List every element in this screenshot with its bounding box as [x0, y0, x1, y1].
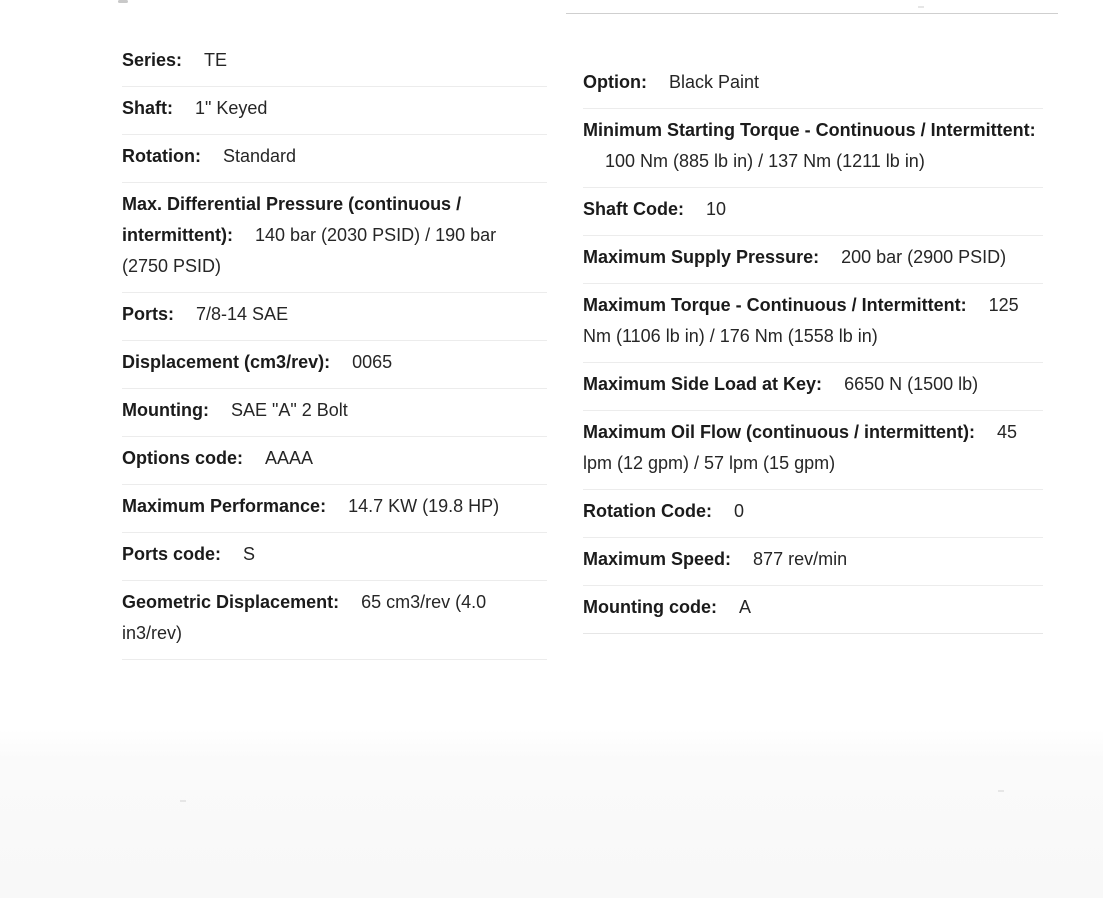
spec-column-left [122, 45, 547, 666]
spec-label: Option: [583, 72, 647, 92]
spec-row [122, 141, 547, 183]
spec-row [122, 189, 547, 293]
spec-label: Options code: [122, 448, 243, 468]
scan-speck [998, 790, 1004, 792]
spec-row [583, 115, 1043, 188]
spec-label: Mounting code: [583, 597, 717, 617]
scan-speck [918, 6, 924, 8]
scan-speck [180, 800, 186, 802]
spec-value: Standard [222, 146, 297, 166]
spec-label: Maximum Oil Flow (continuous / intermittent): [583, 422, 975, 442]
spec-label: Maximum Speed: [583, 549, 732, 569]
spec-value: TE [204, 50, 228, 70]
spec-value: 65 cm3/rev (4.0 in3/rev) [122, 592, 487, 643]
spec-row [583, 417, 1043, 490]
spec-row [583, 242, 1043, 284]
spec-row [583, 544, 1043, 586]
spec-row [583, 290, 1043, 363]
spec-row [122, 299, 547, 341]
spec-value: 14.7 KW (19.8 HP) [348, 496, 500, 516]
spec-label: Rotation Code: [583, 501, 712, 521]
spec-value: 0 [733, 501, 744, 521]
spec-value: 6650 N (1500 lb) [844, 374, 979, 394]
spec-row [122, 347, 547, 389]
spec-value: 140 bar (2030 PSID) / 190 bar (2750 PSID) [122, 225, 497, 276]
spec-row [583, 369, 1043, 411]
spec-row [583, 496, 1043, 538]
spec-value: 877 rev/min [753, 549, 848, 569]
spec-label: Minimum Starting Torque - Continuous / Intermittent: [583, 120, 1036, 140]
spec-label: Shaft: [122, 98, 173, 118]
spec-value: 100 Nm (885 lb in) / 137 Nm (1211 lb in) [605, 151, 925, 171]
spec-label: Shaft Code: [583, 199, 684, 219]
spec-value: A [738, 597, 751, 617]
spec-row [122, 395, 547, 437]
spec-label: Ports: [122, 304, 175, 324]
spec-label: Ports code: [122, 544, 222, 564]
spec-label: Series: [122, 50, 183, 70]
scan-mark [118, 0, 128, 3]
spec-value: 7/8-14 SAE [196, 304, 289, 324]
spec-row [122, 443, 547, 485]
spec-value: AAAA [265, 448, 314, 468]
spec-value: 10 [706, 199, 727, 219]
spec-label: Displacement (cm3/rev): [122, 352, 331, 372]
spec-label: Maximum Supply Pressure: [583, 247, 820, 267]
spec-row [122, 539, 547, 581]
spec-row [583, 67, 1043, 109]
spec-value: 200 bar (2900 PSID) [841, 247, 1007, 267]
spec-label: Maximum Side Load at Key: [583, 374, 823, 394]
spec-row [583, 592, 1043, 634]
spec-value: SAE "A" 2 Bolt [230, 400, 348, 420]
spec-value: 1" Keyed [195, 98, 268, 118]
spec-label: Maximum Performance: [122, 496, 327, 516]
spec-value: 45 lpm (12 gpm) / 57 lpm (15 gpm) [583, 422, 1018, 473]
spec-value: 0065 [352, 352, 393, 372]
spec-column-right [583, 67, 1043, 640]
spec-value: Black Paint [668, 72, 760, 92]
spec-label: Rotation: [122, 146, 201, 166]
spec-label: Mounting: [122, 400, 209, 420]
spec-row [122, 587, 547, 660]
spec-row [583, 194, 1043, 236]
spec-label: Geometric Displacement: [122, 592, 340, 612]
spec-value: S [243, 544, 256, 564]
spec-row [122, 45, 547, 87]
spec-row [122, 491, 547, 533]
spec-label: Maximum Torque - Continuous / Intermittent: [583, 295, 967, 315]
spec-label: Max. Differential Pressure (continuous / intermittent): [122, 194, 462, 245]
spec-row [122, 93, 547, 135]
top-divider [566, 13, 1058, 14]
spec-value: 125 Nm (1106 lb in) / 176 Nm (1558 lb in) [583, 295, 1019, 346]
